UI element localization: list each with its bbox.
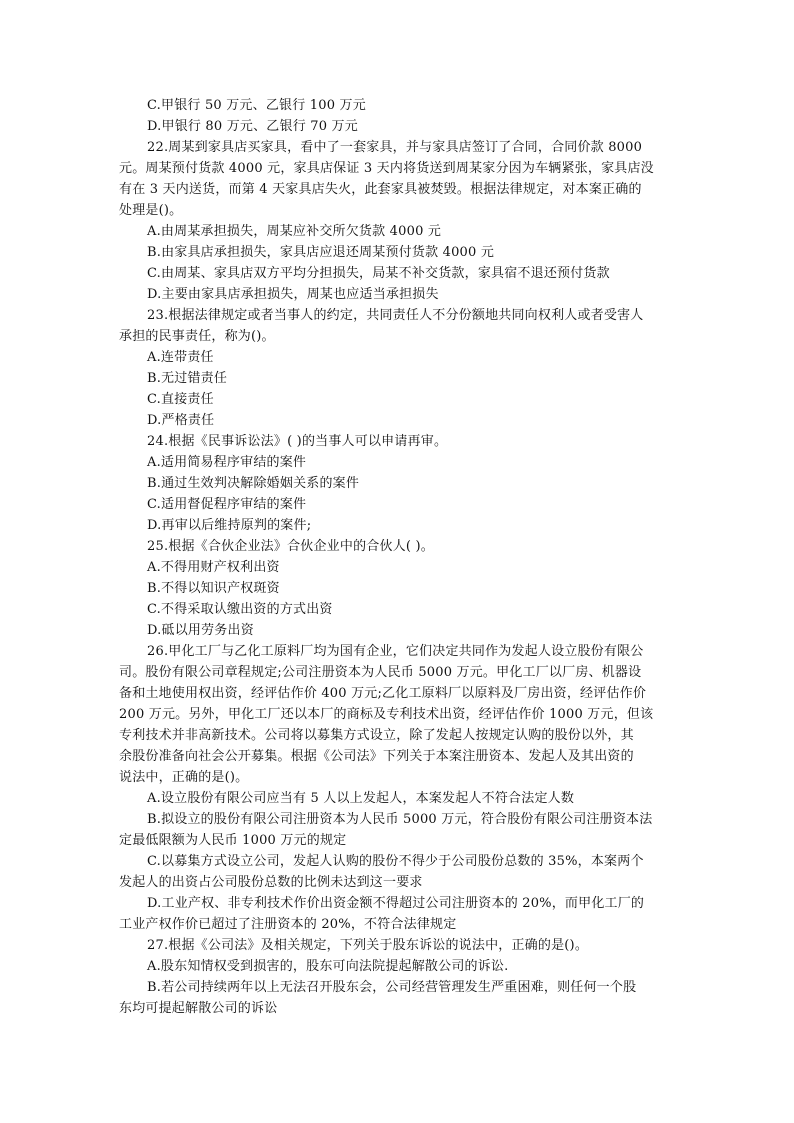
option-a: A.连带责任 — [147, 350, 214, 365]
option-c: C.直接责任 — [147, 392, 214, 407]
option-a: A.设立股份有限公司应当有 5 人以上发起人，本案发起人不符合法定人数 — [147, 791, 575, 806]
option-b: 东均可提起解散公司的诉讼 — [119, 1001, 278, 1016]
option-b: B.由家具店承担损失，家具店应退还周某预付货款 4000 元 — [147, 245, 495, 260]
option-b: B.拟设立的股份有限公司注册资本为人民币 5000 万元，符合股份有限公司注册资本法 — [147, 812, 653, 827]
question-26-line: 说法中，正确的是()。 — [119, 770, 249, 785]
option-d: D.甲银行 80 万元、乙银行 70 万元 — [147, 119, 358, 134]
option-a: A.适用简易程序审结的案件 — [147, 455, 307, 470]
option-a: A.不得用财产权利出资 — [147, 560, 280, 575]
question-26-line: 专利技术并非高新技术。公司将以募集方式设立，除了发起人按规定认购的股份以外，其 — [119, 728, 634, 743]
question-26-line: 司。股份有限公司章程规定;公司注册资本为人民币 5000 万元。甲化工厂以厂房、机器设 — [119, 665, 642, 680]
option-a: A.由周某承担损失，周某应补交所欠货款 4000 元 — [147, 224, 442, 239]
option-c: C.不得采取认缴出资的方式出资 — [147, 602, 333, 617]
option-d: D.砥以用劳务出资 — [147, 623, 254, 638]
option-a: A.股东知情权受到损害的，股东可向法院提起解散公司的诉讼. — [147, 959, 509, 974]
option-d: D.严格责任 — [147, 413, 215, 428]
option-d: D.再审以后维持原判的案件; — [147, 518, 312, 533]
question-27-line: 27.根据《公司法》及相关规定，下列关于股东诉讼的说法中，正确的是()。 — [147, 938, 589, 953]
question-26-line: 26.甲化工厂与乙化工原料厂均为国有企业，它们决定共同作为发起人设立股份有限公 — [147, 644, 644, 659]
option-c: C.适用督促程序审结的案件 — [147, 497, 307, 512]
option-b: 定最低限额为人民币 1000 万元的规定 — [119, 833, 347, 848]
option-b: B.通过生效判决解除婚姻关系的案件 — [147, 476, 360, 491]
question-26-line: 200 万元。另外，甲化工厂还以本厂的商标及专利技术出资，经评估作价 1000 万元，但该 — [119, 707, 654, 722]
option-d: 工业产权作价已超过了注册资本的 20%，不符合法律规定 — [119, 917, 457, 932]
option-c: C.由周某、家具店双方平均分担损失，局某不补交货款，家具宿不退还预付货款 — [147, 266, 610, 281]
question-24-line: 24.根据《民事诉讼法》( )的当事人可以申请再审。 — [147, 434, 448, 449]
question-26-line: 备和土地使用权出资，经评估作价 400 万元;乙化工原料厂以原料及厂房出资，经评估作价 — [119, 686, 647, 701]
question-26-line: 余股份准备向社会公开募集。根据《公司法》下列关于本案注册资本、发起人及其出资的 — [119, 749, 634, 764]
question-22-line: 22.周某到家具店买家具，看中了一套家具，并与家具店签订了合同，合同价款 8000 — [147, 140, 643, 155]
option-b: B.无过错责任 — [147, 371, 228, 386]
question-22-line: 有在 3 天内送货，而第 4 天家具店失火，此套家具被焚毁。根据法律规定，对本案正确的 — [119, 182, 642, 197]
option-b: B.若公司持续两年以上无法召开股东会，公司经营管理发生严重困难，则任何一个股 — [147, 980, 637, 995]
option-d: D.主要由家具店承担损失，周某也应适当承担损失 — [147, 287, 439, 302]
question-23-line: 23.根据法律规定或者当事人的约定，共同责任人不分份额地共同向权利人或者受害人 — [147, 308, 644, 323]
option-c: 发起人的出资占公司股份总数的比例未达到这一要求 — [119, 875, 423, 890]
question-22-line: 处理是()。 — [119, 203, 183, 218]
option-b: B.不得以知识产权斑资 — [147, 581, 280, 596]
question-23-line: 承担的民事责任，称为()。 — [119, 329, 275, 344]
question-22-line: 元。周某预付货款 4000 元，家具店保证 3 天内将货送到周某家分因为车辆紧张，家具店没 — [119, 161, 654, 176]
question-25-line: 25.根据《合伙企业法》合伙企业中的合伙人( )。 — [147, 539, 434, 554]
option-c: C.甲银行 50 万元、乙银行 100 万元 — [147, 98, 366, 113]
option-d: D.工业产权、非专利技术作价出资金额不得超过公司注册资本的 20%，而甲化工厂的 — [147, 896, 645, 911]
option-c: C.以募集方式设立公司，发起人认购的股份不得少于公司股份总数的 35%，本案两个 — [147, 854, 644, 869]
